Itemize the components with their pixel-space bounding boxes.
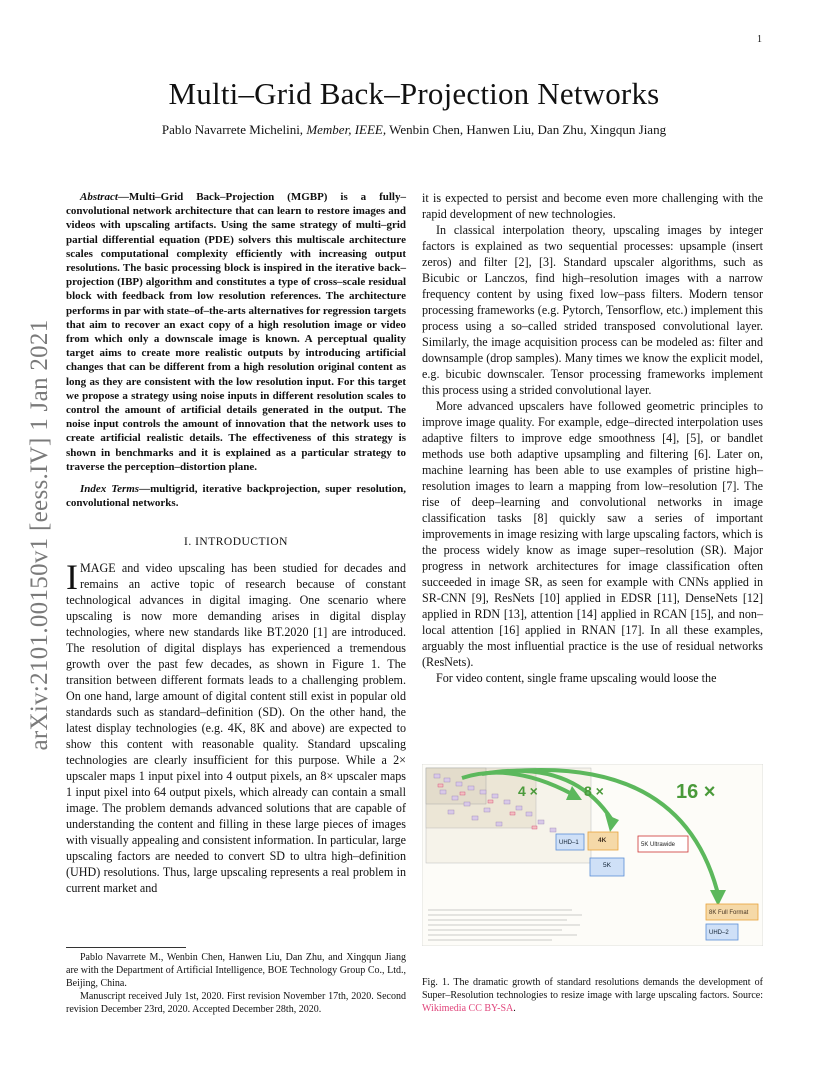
k4-label: 4K <box>598 837 607 844</box>
intro-text: MAGE and video upscaling has been studied for decades and remains an active topic of research because of constant technological advances in digital imaging. One scenario where upscaling is now more demanding arises in digital display technologies, where new standards like BT.2020 [1] are introduced. The resolution of digital displays has experienced a tremendous growth over the past few decades, as shown in Figure 1. The transition between different formats leads to a challenging problem. On one hand, large amount of digital content still exist in popular old standards such as standard–definition (SD). On the other hand, the latest display technologies (e.g. 4K, 8K and above) are expected to show this content with reasonable quality. Standard upscaling technologies are clearly insufficient for this purpose. While a 2× upscaler maps 1 input pixel into 4 output pixels, an 8× upscaler maps 1 input pixel into 64 output pixels, which already can contain a small image. The problem demands advanced solutions that are capable of understanding the content and filling in these large pieces of images with visually appealing and consistent information. In particular, large upscaling factors are needed to convert SD to ultra high–definition (UHD) resolutions. Thus, large upscaling represents a real problem in current market and <box>66 561 406 896</box>
intro-continued: it is expected to persist and become even more challenging with the rapid development of new technologies. <box>422 191 763 221</box>
affiliation-note: Pablo Navarrete M., Wenbin Chen, Hanwen Liu, Dan Zhu, and Xingqun Jiang are with the Department of Artificial Intelligence, BOE Technology Group Co., Ltd., Beijing, China. <box>66 952 406 989</box>
index-terms <box>66 482 406 510</box>
paper-title: Multi–Grid Back–Projection Networks <box>168 76 660 111</box>
abstract-text: —Multi–Grid Back–Projection (MGBP) is a fully–convolutional network architecture that can learn to restore images and videos with upscaling artifacts. Using the same strategy of multi–grid partial differential equation (PDE) solvers this multiscale architecture scales computational complexity efficiently with increasing output resolutions. The basic processing block is inspired in the iterative back–projection (IBP) algorithm and constitutes a type of cross–scale residual block with feedback from low resolution references. The architecture performs in par with state–of–the-arts alternatives for regression targets that aim to recover an exact copy of a high resolution image or video from which only a downscale image is known. A perceptual quality target aims to create more realistic outputs by introducing artificial changes that can be different from a high resolution original content as long as they are consistent with the low resolution input. For this target we propose a strategy using noise inputs in different resolution scales to control the amount of artificial details generated in the output. The noise input controls the amount of innovation that the network uses to create artificial realistic details. The effectiveness of this strategy is shown in benchmarks and it is explained as a particular strategy to traverse the perception–distortion plane. <box>66 191 406 473</box>
k5-label: 5K <box>603 862 611 869</box>
arxiv-sidebar <box>20 300 60 770</box>
first-author: Pablo Navarrete Michelini, <box>161 122 304 137</box>
footnotes <box>66 951 406 1016</box>
dropcap: I <box>66 557 78 598</box>
page-number: 1 <box>757 34 762 45</box>
caption-text: Fig. 1. The dramatic growth of standard resolutions demands the development of Super–Resolution technologies to resize image with large upscaling factors. Source: <box>422 977 763 1001</box>
abstract-label: Abstract <box>80 191 118 203</box>
paragraph-interpolation: In classical interpolation theory, upscaling images by integer factors is explained as two sequential processes: upsample (insert zeros) and filter [2], [3]. Standard upscaler algorithms, such as Bicubic or Lanczos, find high–resolution images with a narrow frequency content by using fixed low–pass filters. Modern tensor processing frameworks (e.g. Pytorch, Tensorflow, etc.) implement this process using a so–called strided transposed convolutional layer. Similarly, the image acquisition process can be modeled as: filter and downsample (drop samples). Many times we know the explicit model, e.g. bicubic downscaler. Tensor processing frameworks implement this process using a strided convolutional layer. <box>422 223 763 397</box>
paragraph-advanced-upscalers: More advanced upscalers have followed geometric principles to improve image quality. For example, edge–directed interpolation uses adaptive filters to improve edge smoothness [4], [5], or bandlet methods use both adaptive upsampling and filtering [6]. Later on, machine learning has been able to use examples of pristine high–resolution images to learn a mapping from low–resolution [7]. The rise of deep–learning and convolutional networks in image classification tasks [8] quickly saw a series of important improvements in image resizing with large upscaling factors, which is the process widely know as image super–resolution (SR). Major progress in network architectures for image classification often succeeded in image SR, as seen for example with CNNs applied in SR-CNN [9], ResNets [10] applied in EDSR [11], DenseNets [12] applied in RDN [13], attention [14] applied in RCAN [15], and non–local attention [16] applied in RNAN [17]. In all these examples, arguably the most influential practice is the use of residual networks (ResNets). <box>422 399 763 669</box>
intro-paragraph <box>66 557 406 896</box>
uhd1-label: UHD–1 <box>559 840 579 846</box>
factor-16x: 16 × <box>676 781 716 803</box>
k5-ultrawide-label: 5K Ultrawide <box>641 842 676 848</box>
factor-4x: 4 × <box>518 783 538 799</box>
caption-end: . <box>513 1003 516 1014</box>
figure-caption <box>422 976 763 1015</box>
abstract <box>66 190 406 474</box>
footnote-rule <box>66 947 186 948</box>
co-authors: Wenbin Chen, Hanwen Liu, Dan Zhu, Xingqun Jiang <box>389 122 667 137</box>
caption-source-link[interactable]: Wikimedia CC BY-SA <box>422 1003 514 1014</box>
index-terms-text: —multigrid, iterative backprojection, super resolution, convolutional networks. <box>66 483 406 510</box>
paragraph-video: For video content, single frame upscaling would loose the <box>436 671 717 685</box>
arxiv-id: arXiv:2101.00150v1 [eess.IV] 1 Jan 2021 <box>26 319 53 751</box>
author-role: Member, IEEE, <box>306 122 387 137</box>
section-heading: I. INTRODUCTION <box>184 536 288 549</box>
left-column <box>66 190 406 896</box>
index-terms-label: Index Terms <box>80 483 140 496</box>
uhd2-label: UHD–2 <box>709 930 729 936</box>
manuscript-note: Manuscript received July 1st, 2020. First revision November 17th, 2020. Second revision December 23rd, 2020. Accepted December 28th, 2020. <box>66 991 406 1015</box>
figure-resolutions <box>422 764 763 946</box>
author-line <box>0 122 828 138</box>
right-column <box>422 190 763 686</box>
k8-label: 8K Full Format <box>709 910 749 916</box>
factor-8x: 8 × <box>584 783 604 799</box>
